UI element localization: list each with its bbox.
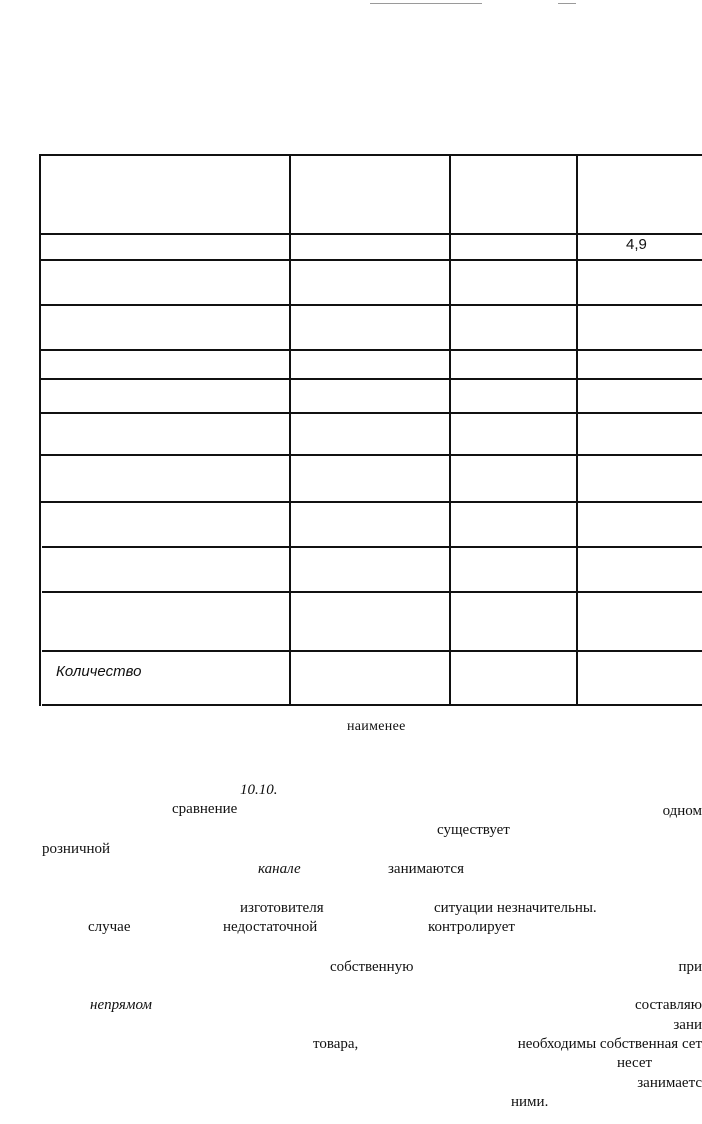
body-word: зани (673, 1017, 702, 1033)
table-rule (41, 454, 702, 456)
table-rule (576, 154, 578, 706)
table-rule (39, 154, 702, 156)
body-word: занимаетс (637, 1075, 702, 1091)
table-rule (40, 304, 702, 306)
table-rule (289, 154, 291, 706)
table-rule (449, 154, 451, 706)
body-word: при (678, 959, 702, 975)
table-rule (42, 704, 702, 706)
table-rule (41, 349, 702, 351)
section-number: 10.10. (240, 782, 278, 798)
body-word: необходимы собственная сет (517, 1036, 702, 1052)
body-word: существует (437, 822, 510, 838)
table-rule (42, 591, 702, 593)
table-cell-value: 4,9 (626, 236, 647, 253)
table-row-label: Количество (56, 663, 142, 680)
table-rule (41, 378, 702, 380)
body-word: случае (88, 919, 131, 935)
table-rule (41, 412, 702, 414)
body-word: сравнение (172, 801, 238, 817)
body-word: ситуации незначительны. (434, 900, 597, 916)
body-word: собственную (330, 959, 414, 975)
body-word: непрямом (90, 997, 152, 1013)
body-word: несет (617, 1055, 653, 1071)
table-rule (40, 233, 702, 235)
table-rule (40, 259, 702, 261)
body-word: канале (258, 861, 301, 877)
body-word: составляю (634, 997, 702, 1013)
body-word: товара, (313, 1036, 359, 1052)
body-word: ними. (511, 1094, 549, 1110)
body-word: изготовителя (240, 900, 324, 916)
table-rule (41, 501, 702, 503)
body-word: недостаточной (223, 919, 318, 935)
table-rule (39, 154, 41, 706)
body-word: занимаются (388, 861, 464, 877)
table-rule (42, 546, 702, 548)
body-word: розничной (42, 841, 111, 857)
table-rule (42, 650, 702, 652)
table-caption: наименее (347, 719, 406, 734)
body-word: одном (662, 803, 702, 819)
body-word: контролирует (428, 919, 515, 935)
